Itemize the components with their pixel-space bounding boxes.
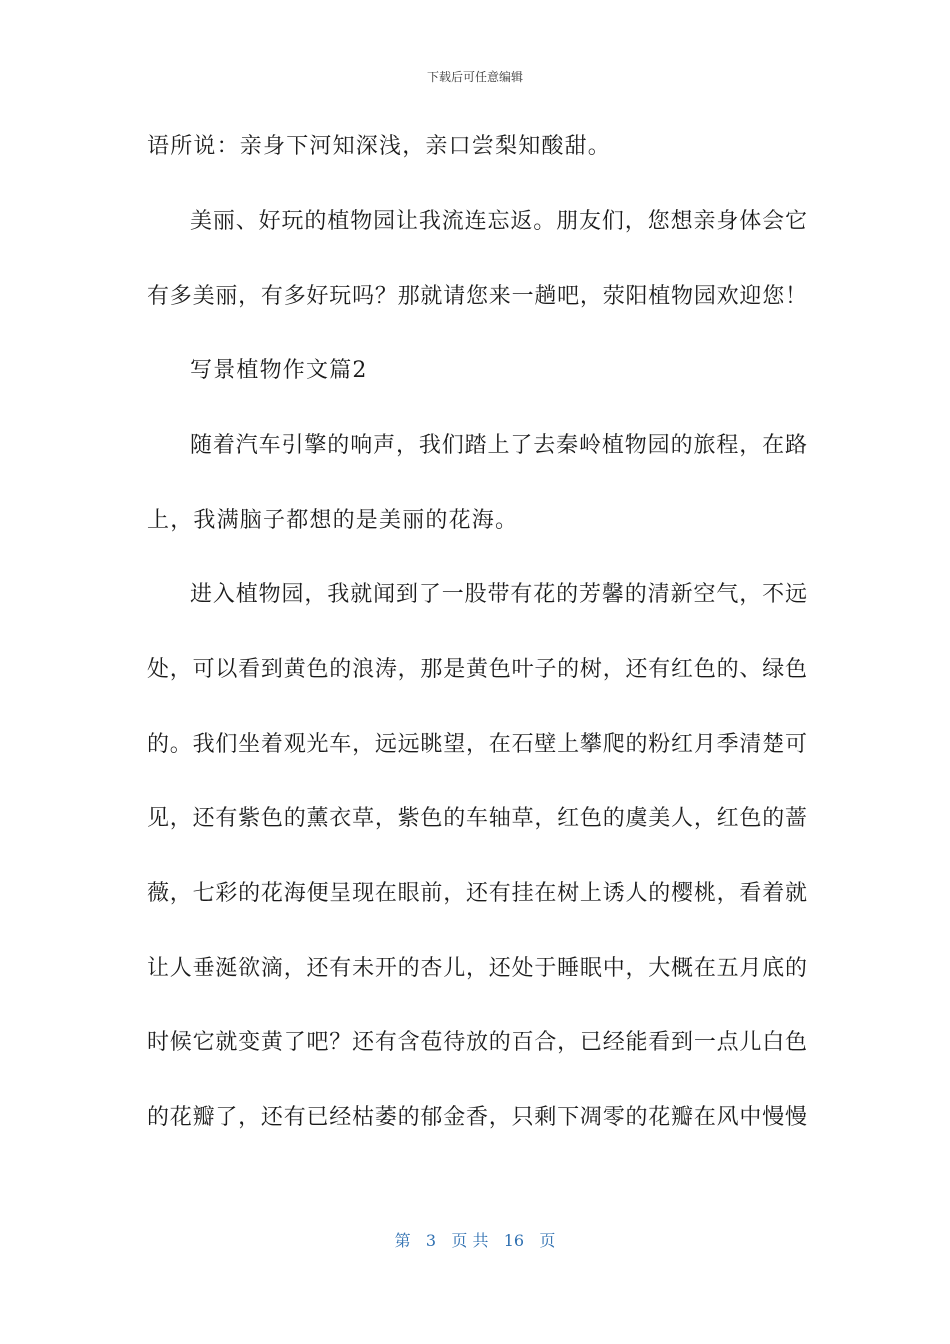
footer-prefix: 第 bbox=[394, 1231, 411, 1250]
text-line-14: 的花瓣了，还有已经枯萎的郁金香，只剩下凋零的花瓣在风中慢慢 bbox=[147, 1105, 807, 1130]
text-line-8: 处，可以看到黄色的浪涛，那是黄色叶子的树，还有红色的、绿色 bbox=[147, 657, 807, 682]
text-line-2: 美丽、好玩的植物园让我流连忘返。朋友们，您想亲身体会它 bbox=[190, 209, 807, 234]
text-line-3: 有多美丽，有多好玩吗？那就请您来一趟吧，荥阳植物园欢迎您！ bbox=[147, 284, 807, 309]
page-footer bbox=[0, 1228, 950, 1251]
text-line-11: 薇，七彩的花海便呈现在眼前，还有挂在树上诱人的樱桃，看着就 bbox=[147, 881, 807, 906]
text-line-7: 进入植物园，我就闻到了一股带有花的芳馨的清新空气，不远 bbox=[190, 582, 807, 607]
text-line-12: 让人垂涎欲滴，还有未开的杏儿，还处于睡眠中，大概在五月底的 bbox=[147, 956, 807, 981]
text-line-1: 语所说：亲身下河知深浅，亲口尝梨知酸甜。 bbox=[147, 134, 612, 159]
page-header-note: 下载后可任意编辑 bbox=[426, 70, 523, 84]
footer-suffix: 页 bbox=[539, 1231, 556, 1250]
section-heading: 写景植物作文篇2 bbox=[190, 358, 368, 383]
text-line-10: 见，还有紫色的薰衣草，紫色的车轴草，红色的虞美人，红色的蔷 bbox=[147, 806, 807, 831]
footer-page-number: 3 bbox=[425, 1231, 437, 1250]
text-line-13: 时候它就变黄了吧？还有含苞待放的百合，已经能看到一点儿白色 bbox=[147, 1030, 807, 1055]
text-line-5: 随着汽车引擎的响声，我们踏上了去秦岭植物园的旅程，在路 bbox=[190, 433, 807, 458]
text-line-9: 的。我们坐着观光车，远远眺望，在石壁上攀爬的粉红月季清楚可 bbox=[147, 732, 807, 757]
text-line-6: 上，我满脑子都想的是美丽的花海。 bbox=[147, 508, 519, 533]
footer-total-pages: 16 bbox=[503, 1231, 525, 1250]
footer-middle: 页 共 bbox=[451, 1231, 489, 1250]
